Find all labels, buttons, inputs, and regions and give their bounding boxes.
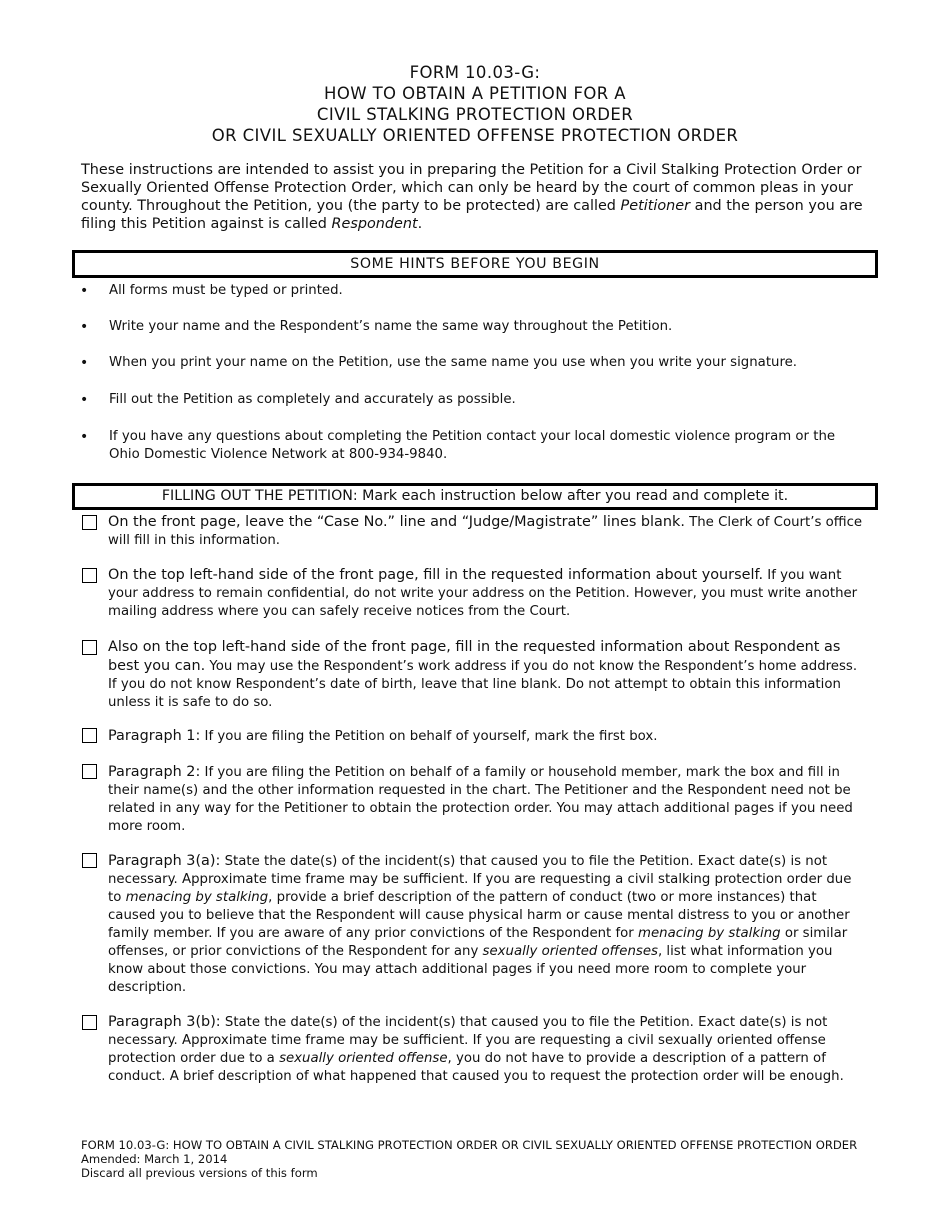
item-body: , provide a brief description of the pattern of conduct (two or more instances) that caused you to believe that the Respondent will cause physical harm or cause mental distress to you or another family member. If you are aware of any prior convictions of the Respondent for [108, 890, 850, 941]
item-lead: Paragraph 2: [108, 764, 201, 780]
checklist-text [108, 1013, 868, 1086]
item-body: If you are filing the Petition on behalf of a family or household member, mark the box and fill in their name(s) and the other information requested in the chart. The Petitioner and the Respondent need not be related in any way for the Petitioner to obtain the protection order. You may attach additional pages if you need more room. [108, 765, 853, 834]
bullet-icon: • [80, 283, 89, 299]
item-body: or similar offenses, or prior convictions of the Respondent for any [108, 926, 848, 959]
checkbox[interactable] [82, 1015, 97, 1030]
bullet-icon: • [80, 429, 89, 445]
intro-text-3: . [417, 216, 423, 232]
footer-form-title: FORM 10.03-G: HOW TO OBTAIN A CIVIL STALKING PROTECTION ORDER OR CIVIL SEXUALLY ORIENTED OFFENSE PROTECTION ORDER [81, 1138, 858, 1152]
form-title [0, 62, 950, 146]
footer-discard-note: Discard all previous versions of this form [81, 1166, 318, 1180]
hint-text: Write your name and the Respondent’s name the same way throughout the Petition. [109, 319, 673, 334]
hint-text: When you print your name on the Petition, use the same name you use when you write your signature. [109, 355, 798, 370]
title-line-4: OR CIVIL SEXUALLY ORIENTED OFFENSE PROTECTION ORDER [211, 126, 739, 145]
form-number: FORM 10.03-G: [409, 63, 541, 82]
footer-amended: Amended: March 1, 2014 [81, 1152, 228, 1166]
emphasis-term: menacing by stalking [125, 890, 269, 905]
item-lead: On the top left-hand side of the front page, fill in the requested information about yourself. [108, 567, 764, 583]
item-body: , you do not have to provide a description of a pattern of conduct. A brief description of what happened that caused you to request the protection order will be enough. [108, 1051, 844, 1084]
item-body: If you are filing the Petition on behalf of yourself, mark the first box. [200, 729, 658, 744]
checklist-text [108, 852, 868, 997]
checkbox[interactable] [82, 853, 97, 868]
checkbox[interactable] [82, 728, 97, 743]
hints-heading-box: SOME HINTS BEFORE YOU BEGIN [72, 250, 878, 278]
title-line-2: HOW TO OBTAIN A PETITION FOR A [324, 84, 626, 103]
respondent-term: Respondent [331, 216, 418, 232]
hint-text: If you have any questions about completing the Petition contact your local domestic violence program or the Ohio Domestic Violence Network at 800-934-9840. [109, 429, 836, 462]
item-lead: Paragraph 3(b): [108, 1014, 221, 1030]
checklist-text [108, 727, 868, 746]
page-footer [81, 1138, 881, 1180]
intro-text-1: These instructions are intended to assist you in preparing the Petition for a Civil Stalking Protection Order or Sexually Oriented Offense Protection Order, which can only be heard by the court of common pleas in your county. Throughout the Petition, you (the party to be protected) are called [81, 162, 862, 214]
item-body: State the date(s) of the incident(s) that caused you to file the Petition. Exact date(s) is not necessary. Approximate time frame may be sufficient. If you are requesting a civil sexually oriented offense protection order due to a [108, 1015, 828, 1066]
petitioner-term: Petitioner [620, 198, 691, 214]
item-lead: Paragraph 3(a): [108, 853, 221, 869]
item-body: State the date(s) of the incident(s) that caused you to file the Petition. Exact date(s) is not necessary. Approximate time frame may be sufficient. If you are requesting a civil stalking protection order due to [108, 854, 852, 905]
checkbox[interactable] [82, 764, 97, 779]
checklist-text [108, 638, 868, 712]
item-body: You may use the Respondent’s work address if you do not know the Respondent’s home address. If you do not know Respondent’s date of birth, leave that line blank. Do not attempt to obtain this information unless it is safe to do so. [108, 659, 858, 710]
item-body: If you want your address to remain confidential, do not write your address on the Petition. However, you must write another mailing address where you can safely receive notices from the Court. [108, 568, 858, 619]
item-body: The Clerk of Court’s office will fill in this information. [108, 515, 863, 548]
hint-text: All forms must be typed or printed. [109, 283, 343, 298]
checkbox[interactable] [82, 515, 97, 530]
checkbox[interactable] [82, 640, 97, 655]
checklist-text [108, 566, 868, 621]
bullet-icon: • [80, 319, 89, 335]
emphasis-term: menacing by stalking [638, 926, 781, 941]
item-lead: Also on the top left-hand side of the front page, fill in the requested information about Respondent as best you can. [108, 639, 841, 674]
item-lead: Paragraph 1: [108, 728, 201, 744]
emphasis-term: sexually oriented offense [279, 1051, 448, 1066]
filling-heading-box: FILLING OUT THE PETITION: Mark each instruction below after you read and complete it. [72, 483, 878, 510]
bullet-icon: • [80, 355, 89, 371]
item-lead: On the front page, leave the “Case No.” line and “Judge/Magistrate” lines blank. [108, 514, 685, 530]
bullet-icon: • [80, 392, 89, 408]
intro-text-2: and the person you are filing this Petition against is called [81, 198, 863, 232]
checklist-text [108, 513, 868, 550]
title-line-3: CIVIL STALKING PROTECTION ORDER [316, 105, 634, 124]
hint-text: Fill out the Petition as completely and accurately as possible. [109, 392, 516, 407]
intro-paragraph [81, 161, 871, 233]
checkbox[interactable] [82, 568, 97, 583]
emphasis-term: sexually oriented offenses [482, 944, 658, 959]
item-body: , list what information you know about those convictions. You may attach additional pages if you need more room to complete your description. [108, 944, 833, 995]
checklist-text [108, 763, 868, 836]
